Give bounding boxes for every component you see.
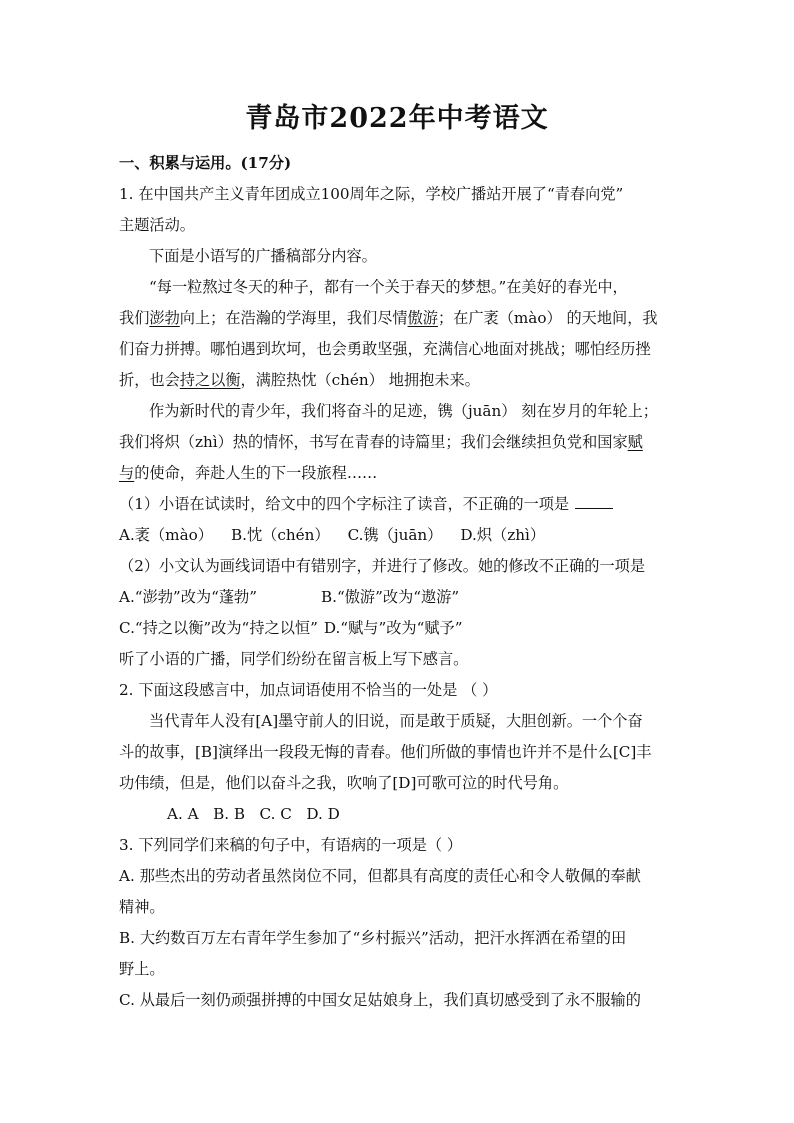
q1-passage-p2-line-3: 与的使命，奔赴人生的下一段旅程……	[119, 464, 378, 482]
q3-option-a-line-1: A. 那些杰出的劳动者虽然岗位不同，但都具有高度的责任心和令人敬佩的奉献	[119, 867, 641, 885]
section-heading: 一、积累与运用。(17分)	[119, 154, 292, 172]
q1-stem-line-2: 主题活动。	[119, 216, 195, 234]
q1-passage-p2-line-1: 作为新时代的青少年，我们将奋斗的足迹，镌（juān） 刻在岁月的年轮上；	[149, 402, 658, 420]
q2-passage-line-1: 当代青年人没有[A]墨守前人的旧说，而是敢于质疑，大胆创新。一个个奋	[149, 712, 643, 730]
q3-option-a-line-2: 精神。	[119, 898, 165, 916]
page-title: 青岛市2022年中考语文	[245, 103, 549, 134]
q2-passage-line-3: 功伟绩，但是，他们以奋斗之我，吹响了[D]可歌可泣的时代号角。	[119, 774, 569, 792]
answer-blank	[575, 492, 613, 509]
q1-stem-line-1: 1. 在中国共产主义青年团成立100周年之际，学校广播站开展了“青春向党”	[119, 185, 624, 203]
q1-passage-p2-line-2: 我们将炽（zhì）热的情怀，书写在青春的诗篇里；我们会继续担负党和国家赋	[119, 433, 643, 451]
q1-bridge: 听了小语的广播，同学们纷纷在留言板上写下感言。	[119, 650, 469, 668]
q1-sub2-options-ab: A.“澎勃”改为“蓬勃” B.“傲游”改为“遨游”	[119, 588, 460, 606]
q3-option-c-line-1: C. 从最后一刻仍顽强拼搏的中国女足姑娘身上，我们真切感受到了永不服输的	[119, 991, 641, 1009]
q3-stem: 3. 下列同学们来稿的句子中，有语病的一项是（ ）	[119, 836, 463, 854]
q2-stem: 2. 下面这段感言中，加点词语使用不恰当的一处是 （ ）	[119, 681, 498, 699]
q1-sub1-options: A.袤（mào） B.忱（chén） C.镌（juān） D.炽（zhì）	[119, 526, 546, 544]
q2-passage-line-2: 斗的故事，[B]演绎出一段段无悔的青春。他们所做的事情也许并不是什么[C]丰	[119, 743, 652, 761]
underlined-word-1: 澎勃	[149, 309, 180, 327]
q3-option-b-line-2: 野上。	[119, 960, 165, 978]
document-body	[119, 148, 675, 1016]
q1-passage-p1-line-1: “每一粒熬过冬天的种子，都有一个关于春天的梦想。”在美好的春光中，	[149, 278, 628, 296]
q1-intro: 下面是小语写的广播稿部分内容。	[149, 247, 377, 265]
q1-sub2-options-cd: C.“持之以衡”改为“持之以恒” D.“赋与”改为“赋予”	[119, 619, 463, 637]
q1-sub2-stem: （2）小文认为画线词语中有错别字，并进行了修改。她的修改不正确的一项是	[119, 557, 646, 575]
underlined-word-4a: 赋	[627, 433, 643, 451]
q1-passage-p1-line-4: 折，也会持之以衡，满腔热忱（chén） 地拥抱未来。	[119, 371, 480, 389]
q3-option-b-line-1: B. 大约数百万左右青年学生参加了“乡村振兴”活动，把汗水挥洒在希望的田	[119, 929, 627, 947]
q1-passage-p1-line-3: 们奋力拼搏。哪怕遇到坎坷，也会勇敢坚强，充满信心地面对挑战；哪怕经历挫	[119, 340, 651, 358]
q1-passage-p1-line-2: 我们澎勃向上；在浩瀚的学海里，我们尽情傲游；在广袤（mào） 的天地间，我	[119, 309, 658, 327]
q1-sub1-stem: （1）小语在试读时，给文中的四个字标注了读音，不正确的一项是	[119, 489, 675, 520]
underlined-word-2: 傲游	[407, 309, 438, 327]
underlined-word-3: 持之以衡	[179, 371, 241, 389]
q2-options: A. A B. B C. C D. D	[167, 805, 340, 823]
underlined-word-4b: 与	[119, 464, 135, 482]
